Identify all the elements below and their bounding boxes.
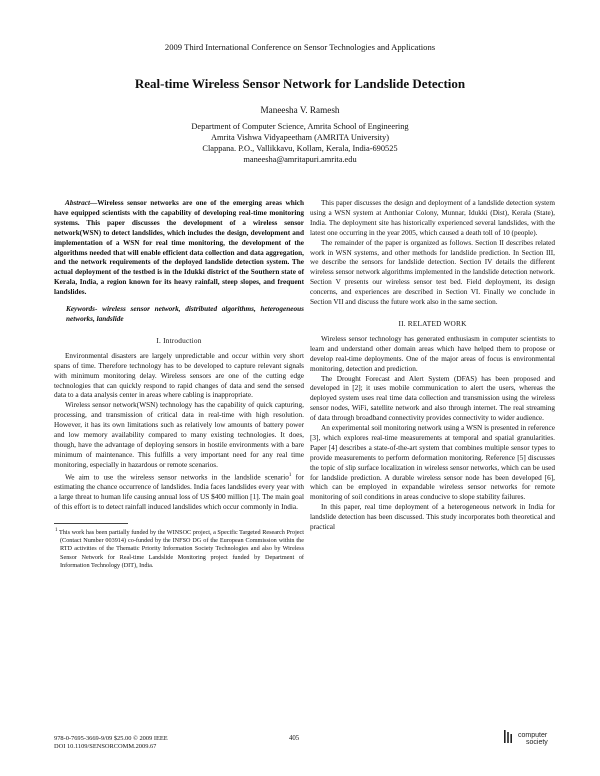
author-name: Maneesha V. Ramesh [260, 105, 340, 115]
intro-text: for estimating the chance occurrence of landslides. India faces landslides every year with a large threat to human life causing annual loss of US $400 million [1]. The main goal of this effort is to detect rainfall induced landslides which occur commonly in India. [54, 473, 305, 511]
abstract [54, 199, 304, 298]
right-column [310, 199, 555, 533]
computer-society-logo [495, 727, 565, 759]
isbn: 978-0-7695-3669-9/09 $25.00 © 2009 IEEE [54, 735, 168, 742]
intro-paragraph: The remainder of the paper is organized as follows. Section II describes related work in WSN systems, and other methods for landslide prediction. In Section III, we describe the sensors for landslide detection. Section IV details the different wireless sensor network algorithms implemented in the landslide detection network. Section V presents our wireless sensor test bed. Field deployment, its design concerns, and experiences are described in Section VI. Finally we conclude in Section VII and discuss the future work also in the same section. [310, 238, 555, 307]
affiliation-line: Clappana. P.O., Vallikkavu, Kollam, Kerala, India-690525 [202, 144, 398, 153]
intro-paragraph [54, 471, 304, 513]
affiliation-line: Amrita Vishwa Vidyapeetham (AMRITA University) [210, 133, 390, 142]
related-paragraph: Wireless sensor technology has generated enthusiasm in computer scientists to learn and understand other domain areas which have helped them to propose or develop real-time deployments. One of the major areas of focus is environmental monitoring, detection and prediction. [310, 334, 555, 373]
left-column [54, 199, 304, 570]
abstract-text: —Wireless sensor networks are one of the emerging areas which have equipped scientists with the capability of developing real-time monitoring systems. This paper discusses the development of a wireless sensor network(WSN) to detect landslides, which includes the design, development and implementation of a WSN for real time monitoring, the development of the algorithms needed that will enable efficient data collection and data aggregation, and the network requirements of the deployed landslide detection system. The actual deployment of the testbed is in the Idukki district of the Southern state of Kerala, India, a region known for its heavy rainfall, steep slopes, and frequent landslides. [54, 199, 304, 297]
footnote-text: This work has been partially funded by the WINSOC project, a Specific Targeted Research Project (Contact Number 003914) co-funded by the INFSO DG of the European Commission within the RTD activities of the Thematic Priority Information Society Technologies and also by Wireless Sensor Network for Real-time Landslide Monitoring project funded by Department of Information Technology (DIT), India. [58, 528, 304, 569]
intro-paragraph: This paper discusses the design and deployment of a landslide detection system using a WSN system at Anthoniar Colony, Munnar, Idukki (Dist), Kerala (State), India. The deployment site has historically experienced several landslides, with the latest one occurring in the year 2005, which caused a death toll of 10 (people). [310, 199, 555, 237]
logo-text [518, 733, 548, 746]
intro-paragraph: Wireless sensor network(WSN) technology has the capability of quick capturing, processing, and transmission of critical data in real-time with high resolution. However, it has its own limitations such as relatively low amounts of battery power and low memory availability compared to many existing technologies. It does, though, have the advantage of deploying sensors in hostile environments with a bare minimum of maintenance. This fulfills a very important need for any real time monitoring, especially in hazardous or remote scenarios. [54, 401, 304, 469]
paper-title: Real-time Wireless Sensor Network for Landslide Detection [134, 76, 466, 91]
related-paragraph: An experimental soil monitoring network using a WSN is presented in reference [3], which explores real-time measurements at temporal and spatial granularities. Paper [4] describes a state-of-the-art system that combines multiple sensor types to provide measurements to perform deformation monitoring. Reference [5] discusses the topic of slip surface localization in wireless sensor networks, which can be used for landslide prediction. A durable wireless sensor node has been developed [6], which can be employed in expandable wireless sensor networks for remote monitoring of soil conditions in areas conducive to slope stability failures. [310, 424, 555, 502]
affiliation-line: Department of Computer Science, Amrita School of Engineering [191, 122, 409, 131]
related-paragraph: In this paper, real time deployment of a heterogeneous network in India for landslide detection has been discussed. This study incorporates both theoretical and practical [310, 503, 555, 532]
footnote-rule [54, 523, 128, 524]
computer-society-logo-mark-icon [503, 730, 513, 743]
conference-header: 2009 Third International Conference on Sensor Technologies and Applications [164, 42, 436, 52]
related-paragraph: The Drought Forecast and Alert System (DFAS) has been proposed and developed in [2]; it uses mobile communication to alert the users, whereas the deployed system uses real time data collection and transmission using the wireless sensor nodes, WiFi, satellite network and also through internet. The real streaming of data through broadband connectivity provides connectivity to wider audience. [310, 374, 555, 423]
footnote [54, 527, 304, 571]
intro-text: We aim to use the wireless sensor networks in the landslide scenario [65, 473, 289, 482]
logo-line: computer [518, 732, 548, 739]
section-heading-introduction: I. Introduction [156, 335, 202, 345]
footer-publication-info [54, 735, 168, 752]
footnote-ref: 1 [288, 472, 292, 478]
intro-paragraph: Environmental disasters are largely unpredictable and occur within very short spans of time. Therefore technology has to be developed to capture relevant signals with minimum monitoring delay. Wireless sensors are one of the cutting edge technologies that can quickly respond to rapid changes of data and send the sensed data to a data analysis center in areas where cabling is inappropriate. [54, 351, 304, 400]
abstract-label: Abstract [65, 199, 90, 207]
logo-line: society [526, 738, 548, 746]
footnote-mark: 1 [55, 527, 58, 533]
author-email: maneesha@amritapuri.amrita.edu [243, 155, 357, 164]
doi: DOI 10.1109/SENSORCOMM.2009.67 [54, 743, 157, 751]
keywords: Keywords- wireless sensor network, distributed algorithms, heterogeneous networks, landslide [66, 305, 304, 323]
section-heading-related-work: II. RELATED WORK [398, 318, 467, 328]
affiliation-block [0, 121, 600, 165]
page-number: 405 [289, 735, 300, 742]
